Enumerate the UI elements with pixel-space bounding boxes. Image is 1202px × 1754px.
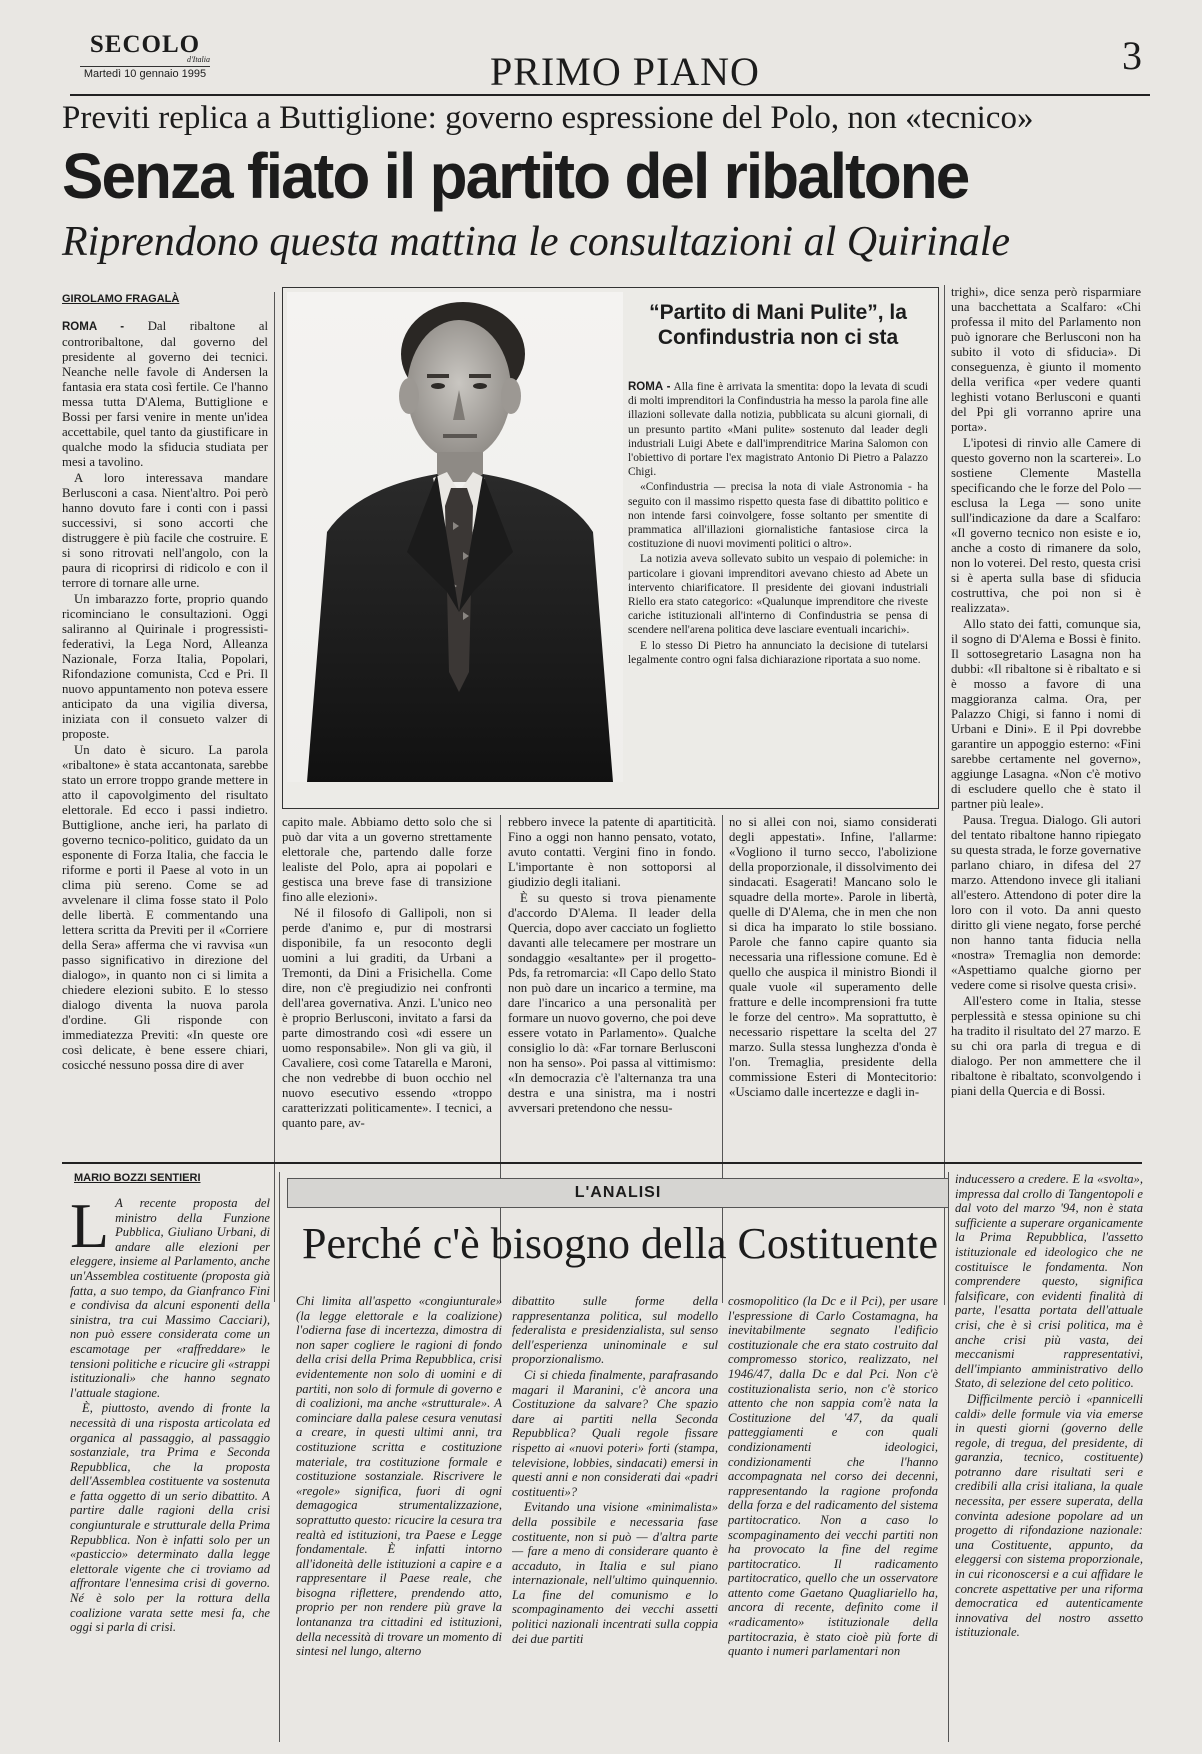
- paragraph: «Confindustria — precisa la nota di viale Astronomia - ha seguito con il massimo rispetto questa fase di dibattito politico e non intende farsi coinvolgere, fosse soltanto per smentite di prammatica all'illazioni giornalistiche fantasiose circa la costituzione di nuovi movimenti politici o altro».: [628, 481, 928, 551]
- article-byline: GIROLAMO FRAGALÀ: [62, 293, 180, 305]
- column-rule: [948, 1172, 949, 1742]
- paragraph: A recente proposta del ministro della Funzione Pubblica, Giuliano Urbani, di andare alle elezioni per eleggere, insieme al Parlamento, anche un'Assemblea costituente (proposta già fatta, a suo tempo, da Gianfranco Fini e condivisa da alcuni esponenti della sinistra, tra cui Massimo Cacciari), non può essere considerata come un escamotage per «raffreddare» le tensioni politiche e ricucire gli «strappi istituzionali» che hanno segnato l'attuale stagione.: [70, 1196, 270, 1400]
- section-divider: [62, 1162, 1142, 1164]
- paragraph: trighi», dice senza però risparmiare una bacchettata a Scalfaro: «Chi professa il mito del Parlamento non può ignorare che Berlusconi non ha subito il voto di sfiducia». Di conseguenza, è giunto il momento della verifica «per vedere quanti leghisti votano Berlusconi e quanti del Ppi gli vorranno aprire una porta».: [951, 285, 1141, 434]
- paragraph: ROMA - Dal ribaltone al controribaltone, dal governo del presidente al governo dei tecnici. Neanche nelle favole di Andersen la fantasia era stata così fertile. Ce l'hanno messa tutta D'Alema, Buttiglione e Bossi per farsi venire in mente un'idea accettabile, quel tanto da giustificare in qualche modo la sfiducia studiata per mesi a tavolino.: [62, 319, 268, 469]
- sidebar-text: [628, 380, 928, 800]
- paragraph: Un imbarazzo forte, proprio quando ricominciano le consultazioni. Oggi saliranno al Quirinale i progressisti-federativi, la Lega Nord, Alleanza Nazionale, Forza Italia, Popolari, Rifondazione comunista, Ccd e Pri. Il nuovo appuntamento non poteva essere anticipato da una vigilia diversa, iniziata con il consueto valzer di proposte.: [62, 592, 268, 741]
- paragraph: È, piuttosto, avendo di fronte la necessità di una risposta articolata ed organica al passaggio, al passaggio sostanziale, tra Prima e Seconda Repubblica, che la proposta dell'Assemblea costituente va sostenuta e fatta oggetto di un serio dibattito. A partire dalle ragioni della crisi congiunturale e strutturale della Prima Repubblica. Non è infatti solo per un «pasticcio» determinato dalla legge elettorale vigente che ci troviamo ad affrontare l'ennesima crisi di governo. Né è solo per la rottura della coalizione varata sette mesi fa, che oggi si parla di crisi.: [70, 1401, 270, 1635]
- newspaper-logo: SECOLO: [89, 31, 201, 58]
- paragraph: no si allei con noi, siamo considerati degli appestati». Infine, l'allarme: «Vogliono il turno secco, l'abolizione della proporzionale, il dissolvimento dei sindacati. Esagerati! Mancano solo le squadre della morte». Parole in libertà, quelle di D'Alema, che in men che non si dica ha imparato lo stile bossiano. Parole che fanno capire quanto sia necessaria una riflessione comune. Ed è quello che auspica il ministro Biondi il quale vuole «il superamento delle fratture e delle incomprensioni fra tutte le forze del centro». Ma soprattutto, è necessario rispettare la scelta del 27 marzo. Sulla stessa lunghezza d'onda è l'on. Tremaglia, presidente della commissione Esteri di Montecitorio: «Usciamo dalle incertezze e dagli in-: [729, 815, 937, 1099]
- paragraph: L'ipotesi di rinvio alle Camere di questo governo non la scarterei». Lo sostiene Clemente Mastella specificando che le forze del Polo — esclusa la Lega — sono unite sull'indicazione da dare a Scalfaro: «Il governo tecnico non esiste e io, anche a costo di rimanere da solo, non lo voterei. Del resto, questa crisi si è aperta sulla base di sfiducia costruttiva, che poi non si è realizzata».: [951, 436, 1141, 615]
- paragraph: Difficilmente perciò i «pannicelli caldi» delle formule via via emerse in questi giorni (governo delle regole, di tregua, del presidente, di garanzia, tecnico, costituente) potranno dare risultati seri e credibili alla crisi italiana, la quale necessita, per essere superata, della convinta adesione popolare ad un progetto di rifondazione nazionale: una Costituente, appunto, da eleggersi con sistema proporzionale, in cui riconoscersi e a cui affidare le concrete aspettative per una riforma democratica ed autenticamente innovativa del nostro assetto istituzionale.: [955, 1391, 1143, 1640]
- paragraph: rebbero invece la patente di apartiticità. Fino a oggi non hanno pensato, votato, avuto contatti. Vergini fino in fondo. L'importante è non sottoporsi al giudizio degli italiani.: [508, 815, 716, 889]
- sidebar-title: “Partito di Mani Pulite”, la Confindustria non ci sta: [649, 301, 907, 349]
- column-rule: [274, 292, 275, 1302]
- paragraph: cosmopolitico (la Dc e il Pci), per usare l'espressione di Carlo Costamagna, ha inevitabilmente segnato l'edificio costituzionale che era stato costruito dal compromesso storico, realizzato, nel 1946/47, dalla Dc e dal Pci. Non c'è costituzionalista serio, non c'è storico attento che non sappia com'è nata la Costituzione del '47, da quali patteggiamenti e con quali condizionamenti ideologici, condizionamenti che l'hanno accompagnata nel corso dei decenni, rappresentando la ragione profonda della forza e del radicamento del sistema partitocratico. Non a caso lo scompaginamento dei vecchi partiti non ha provocato la fine del regime partitocratico. Il radicamento partitocratico, quello che un osservatore attento come Gaetano Quagliariello ha, ancora di recente, definito come il «radicamento» istituzionale della partitocrazia, è stato cioè più forte di quanto i numeri parlamentari non: [728, 1294, 938, 1659]
- portrait-image: [287, 292, 623, 782]
- newspaper-logo-sub: d'Italia: [186, 55, 210, 64]
- paragraph: capito male. Abbiamo detto solo che si può dar vita a un governo strettamente elettorale che, partendo dalle forze lealiste del Polo, apra ai popolari e gestisca una breve fase di transizione fino alle elezioni».: [282, 815, 492, 904]
- paragraph: All'estero come in Italia, stesse perplessità e stessa opinione su chi ha tradito il risultato del 27 marzo. E su chi ora parla di tregua e di dialogo. Per non ammettere che il ribaltone è ribaltato, sconvolgendo i piani della Quercia e di Bossi.: [951, 994, 1141, 1098]
- sidebar-box: [282, 287, 939, 809]
- article-subhead: Riprendono questa mattina le consultazioni al Quirinale: [62, 219, 1011, 265]
- portrait-photo: [287, 292, 623, 782]
- paragraph: ROMA - Alla fine è arrivata la smentita: dopo la levata di scudi di molti imprenditori la Confindustria ha messo la parola fine alle illazioni sollevate dalla notizia, pubblicata su alcuni giornali, di un presunto partito «Mani pulite» sostenuto dal leader degli industriali Luigi Abete e dall'imprenditrice Marina Salomon con l'obiettivo di portare l'ex magistrato Antonio Di Pietro a Palazzo Chigi.: [628, 381, 928, 479]
- analisi-column-2: [296, 1294, 502, 1746]
- paragraph: Pausa. Tregua. Dialogo. Gli autori del tentato ribaltone hanno ripiegato su questa strada, le forze governative parlano chiaro, in difesa del 27 marzo. Attendono invece gli italiani all'estero. Attendono di poter dire la loro con il voto. Da anni questo diritto gli viene negato, forse perché non hanno tanta fiducia nella «nostra» Tremaglia non demorde: «Aspettiamo qualche giorno per vedere come si risolve questa crisi».: [951, 813, 1141, 992]
- dateline: ROMA -: [628, 381, 671, 393]
- paragraph: A loro interessava mandare Berlusconi a casa. Nient'altro. Poi però hanno dovuto fare i conti con i passi successivi, si sono accorti che distruggere è più facile che costruire. E si sono ritrovati nell'angolo, con la paura di ricoprirsi di ridicolo e con il terrore di tornare alle urne.: [62, 471, 268, 590]
- paragraph: È su questo si trova pienamente d'accordo D'Alema. Il leader della Quercia, dopo aver cacciato un foglietto davanti alle telecamere per mostrare un sondaggio «esaltante» per il progetto-Pds, fa retromarcia: «Il Capo dello Stato non può dare un incarico a termine, ma dare l'incarico a una personalità per formare un nuovo governo, che poi deve essere votato in Parlamento». Qualche consiglio lo dà: «Far tornare Berlusconi non ha senso». Poi passa al vittimismo: «In democrazia c'è l'alternanza tra una destra e una sinistra, ma i nostri avversari pretendono che nessu-: [508, 891, 716, 1115]
- dateline: ROMA -: [62, 321, 125, 333]
- analisi-label: L'ANALISI: [287, 1178, 949, 1208]
- newspaper-logo-block: [80, 31, 210, 80]
- analisi-column-1: [70, 1196, 270, 1746]
- analisi-column-4: [728, 1294, 938, 1746]
- paragraph: Ci si chieda finalmente, parafrasando magari il Maranini, c'è ancora una Costituzione da salvare? Che spazio dare ai partiti nella Seconda Repubblica? Quali regole fissare rispetto ai «nuovi poteri» forti (stampa, televisione, lobbies, sindacati) emersi in questi anni e non considerati dai «padri costituenti»?: [512, 1367, 718, 1499]
- paragraph: Chi limita all'aspetto «congiunturale» (la legge elettorale e la coalizione) l'odierna fase di incertezza, dimostra di non saper cogliere le ragioni di fondo della crisi della Prima Repubblica, crisi evidentemente non solo di uomini e di partiti, non solo di formule di governo e di coalizioni, ma anche «strutturale». A cominciare dalla palese cesura venutasi a creare, in questi ultimi anni, tra costituzione scritta e costituzione materiale, tra costituzione formale e costituzione sostanziale. Riscrivere le «regole» significa, fuori di ogni demagogica strumentalizzazione, soprattutto questo: ricucire la cesura tra realtà ed istituzioni, tra Paese e Legge fondamentale. È infatti intorno all'idoneità delle istituzioni a capire e a rappresentare il Paese reale, che bisogna riflettere, prendendo atto, proprio per non rendere più grave la lontananza tra cittadini ed istituzioni, della necessità di trovare un momento di sintesi nel lungo, alterno: [296, 1294, 502, 1659]
- masthead: [70, 22, 1150, 96]
- paragraph: E lo stesso Di Pietro ha annunciato la decisione di tutelarsi legalmente contro ogni falsa dichiarazione riportata a suo nome.: [628, 639, 928, 666]
- analisi-column-5: [955, 1172, 1143, 1746]
- analisi-title: Perché c'è bisogno della Costituente: [302, 1219, 938, 1268]
- page-number: 3: [1122, 33, 1142, 78]
- issue-date: Martedì 10 gennaio 1995: [80, 66, 210, 80]
- paragraph: Un dato è sicuro. La parola «ribaltone» è stata accantonata, sarebbe stato un errore troppo grande mettere in atto il capovolgimento del risultato elettorale. Ed ecco i passi indietro. Buttiglione, anche ieri, ha parlato di governo tecnico-politico, guidato da un esponente di Forza Italia, che faccia le riforme e porti il Paese al voto in un clima più sereno. Come se ad avvelenare il clima fosse stato il Polo delle libertà. E commentando una lettera scritta da Previti per il «Corriere della Sera» afferma che vi ravvisa «un passo significativo in direzione del dialogo», in quanto non ci si limita a chiedere elezioni subito. E lo stesso dialogo diventa la nuova parola d'ordine. Gli risponde con immediatezza Previti: «In queste ore così delicate, è bene essere chiari, cosicché nessuno possa dire di aver: [62, 743, 268, 1072]
- main-column-5: [951, 285, 1141, 1305]
- article-headline: Senza fiato il partito del ribaltone: [62, 140, 969, 212]
- paragraph: inducessero a credere. E la «svolta», impressa dal crollo di Tangentopoli e dal voto del marzo '94, non è stata sufficiente a superare organicamente la Prima Repubblica, l'assetto istituzionale ed ideologico che ne costituisce le fondamenta. Non comprendere questo, significa falsificare, con evidenti finalità di parte, l'esatta portata dell'attuale crisi, che è sì crisi politica, ma è anche crisi più vasta, dei meccanismi rappresentativi, dell'impianto amministrativo dello Stato, di selezione del ceto politico.: [955, 1172, 1143, 1391]
- main-column-1: [62, 292, 268, 1310]
- paragraph: Evitando una visione «minimalista» della possibile e necessaria fase costituente, non si può — d'altra parte — fare a meno di considerare quanto è accaduto, in Italia e sul piano internazionale, nell'ultimo quinquennio. La fine del comunismo e lo scompaginamento dei vecchi assetti politici nazionali incentrati sulla coppia dei due partiti: [512, 1500, 718, 1646]
- column-rule: [944, 285, 945, 1305]
- article-kicker: Previti replica a Buttiglione: governo espressione del Polo, non «tecnico»: [62, 100, 1034, 136]
- analisi-byline: MARIO BOZZI SENTIERI: [74, 1172, 201, 1184]
- paragraph: dibattito sulle forme della rappresentanza politica, sul modello federalista e presidenzialista, sul senso dell'esperienza uninominale e sul proporzionalismo.: [512, 1294, 718, 1367]
- analisi-column-3: [512, 1294, 718, 1746]
- column-rule: [279, 1172, 280, 1742]
- paragraph: La notizia aveva sollevato subito un vespaio di polemiche: in particolare i giovani imprenditori avevano chiesto ad Abete un intervento chiarificatore. Il presidente dei giovani industriali Riello era stato categorico: «Qualunque imprenditore che riveste cariche istituzionali all'interno di Confindustria se pensa di scendere nell'arena politica deve lasciare eventuali incarichi».: [628, 553, 928, 637]
- section-title: PRIMO PIANO: [490, 49, 760, 94]
- paragraph: Allo stato dei fatti, comunque sia, il sogno di D'Alema e Bossi è finito. Il sottosegretario Lasagna non ha dubbi: «Il ribaltone si è ribaltato e si è mosso a favore di una maggioranza calma. Ora, per Palazzo Chigi, si fanno i nomi di Urbani e Dini». E il Ppi dovrebbe garantire un appoggio esterno: «Fini sarebbe certamente nel governo», aggiunge Lasagna. «Non c'è motivo di escludere quello che è stato il partner più leale».: [951, 617, 1141, 811]
- paragraph: Né il filosofo di Gallipoli, non si perde d'animo e, pur di mostrarsi disponibile, fa un resoconto degli uomini a lui graditi, da Urbani a Tremonti, da Dini a Frisichella. Come dire, non c'è pregiudizio nei confronti dell'area governativa. Anzi. L'unico neo è proprio Berlusconi, invitato a farsi da parte dimostrando così «di essere un uomo responsabile». Non gli va giù, il Cavaliere, così come Tatarella e Maroni, che non vedrebbe di buon occhio nel nuovo esecutivo essendo «troppo caratterizzati politicamente». I tecnici, a quanto pare, av-: [282, 906, 492, 1130]
- dropcap: L: [70, 1196, 110, 1261]
